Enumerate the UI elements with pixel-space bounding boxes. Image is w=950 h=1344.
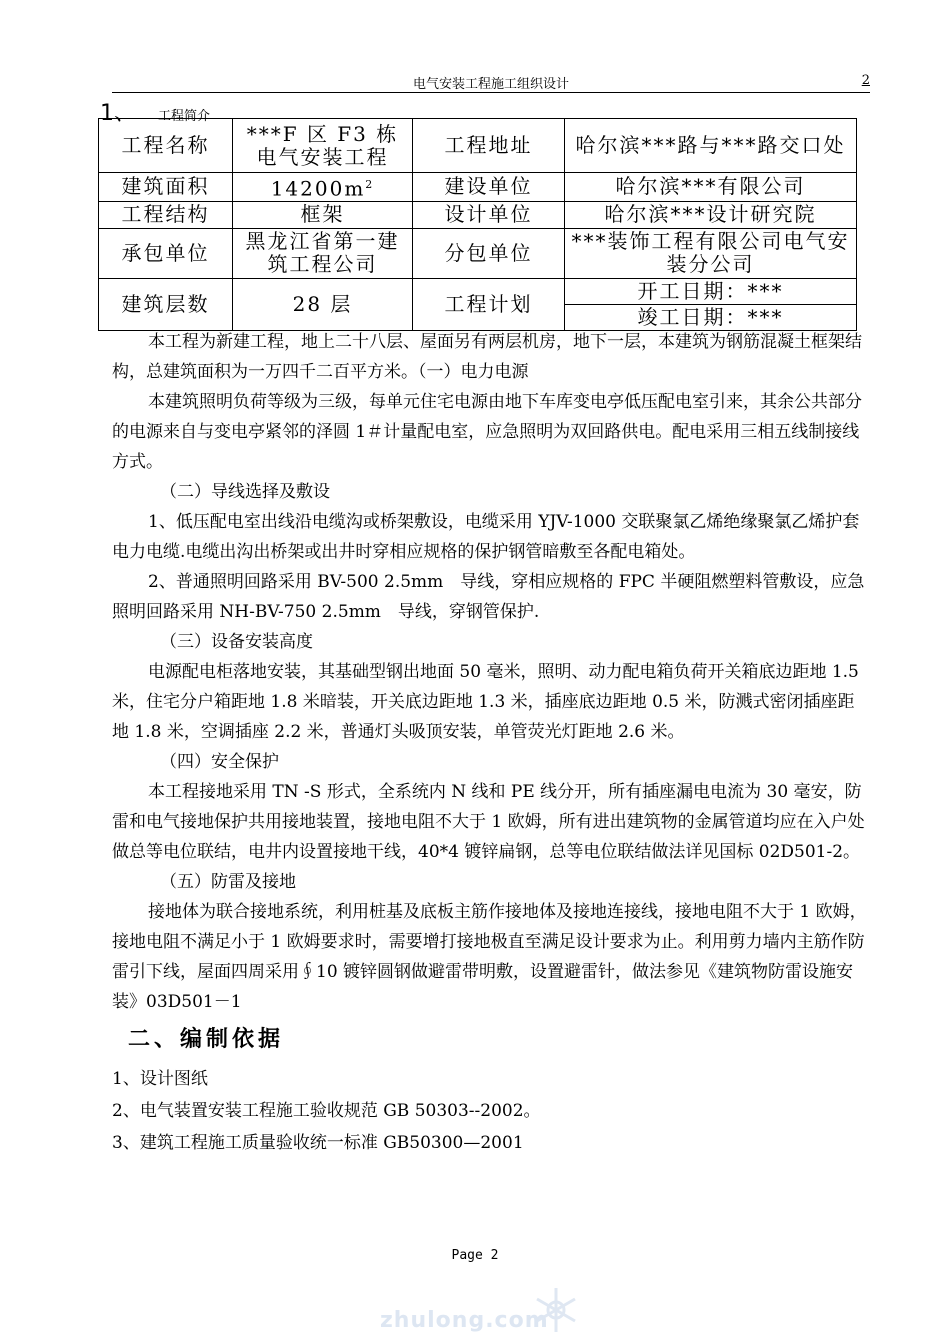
label-project-name: 工程名称 <box>99 119 233 173</box>
table-row <box>99 228 857 278</box>
subheading: （三）设备安装高度 <box>160 632 313 652</box>
section-1-title: 工程简介 <box>158 109 211 124</box>
value-design-unit: 哈尔滨***设计研究院 <box>565 201 857 228</box>
header-title: 电气安装工程施工组织设计 <box>412 77 569 92</box>
value-client: 哈尔滨***有限公司 <box>565 173 857 202</box>
header-page-number: 2 <box>861 73 870 88</box>
value-building-area <box>233 173 413 202</box>
area-number: 14200m <box>270 176 366 201</box>
value-project-address: 哈尔滨***路与***路交口处 <box>565 119 857 173</box>
value-project-name: ***F 区 F3 栋电气安装工程 <box>233 119 413 173</box>
label-floors: 建筑层数 <box>99 278 233 330</box>
subheading: （四）安全保护 <box>160 752 279 772</box>
area-superscript: 2 <box>365 178 375 191</box>
paragraph: 电源配电柜落地安装，其基础型钢出地面 50 毫米，照明、动力配电箱负荷开关箱底边距地 1.5 米，住宅分户箱距地 1.8 米暗装，开关底边距地 1.3 米，插座底边距地 0.5 米，防溅式密闭插座距地 1.8 米，空调插座 2.2 米，普通灯头吸顶安装，单管荧光灯距地 2.6 米。 <box>112 662 859 742</box>
watermark-text: zhulong.com <box>380 1308 549 1333</box>
project-info-table <box>98 118 857 331</box>
label-structure: 工程结构 <box>99 201 233 228</box>
table-row <box>99 119 857 173</box>
label-project-address: 工程地址 <box>413 119 565 173</box>
paragraph: 接地体为联合接地系统，利用桩基及底板主筋作接地体及接地连接线，接地电阻不大于 1 欧姆，接地电阻不满足小于 1 欧姆要求时，需要增打接地极直至满足设计要求为止。利用剪力墙内主筋作防雷引下线，屋面四周采用∮10 镀锌圆钢做避雷带明敷，设置避雷针，做法参见《建筑物防雷设施安装》03D501－1 <box>112 902 867 1012</box>
section-1-heading <box>100 96 211 126</box>
value-end-date: 竣工日期：*** <box>565 304 857 330</box>
subheading: （五）防雷及接地 <box>160 872 296 892</box>
subheading: （二）导线选择及敷设 <box>160 482 330 502</box>
label-subcontractor: 分包单位 <box>413 228 565 278</box>
table-row <box>99 173 857 202</box>
watermark <box>340 1284 600 1340</box>
reference-item: 2、电气装置安装工程施工验收规范 GB 50303--2002。 <box>112 1101 541 1121</box>
page-header <box>112 70 870 93</box>
paragraph: 本建筑照明负荷等级为三级，每单元住宅电源由地下车库变电亭低压配电室引来，其余公共部分的电源来自与变电亭紧邻的泽圆 1＃计量配电室，应急照明为双回路供电。配电采用三相五线制接线方式。 <box>112 392 862 472</box>
paragraph: 本工程接地采用 TN -S 形式，全系统内 N 线和 PE 线分开，所有插座漏电电流为 30 毫安，防雷和电气接地保护共用接地装置，接地电阻不大于 1 欧姆，所有进出建筑物的金属管道均应在入户处做总等电位联结，电井内设置接地干线，40*4 镀锌扁钢，总等电位联结做法详见国标 02D501-2。 <box>112 782 865 862</box>
table-row <box>99 201 857 228</box>
label-contractor: 承包单位 <box>99 228 233 278</box>
paragraph: 2、普通照明回路采用 BV-500 2.5mm 导线，穿相应规格的 FPC 半硬阻燃塑料管敷设，应急照明回路采用 NH-BV-750 2.5mm 导线，穿钢管保护. <box>112 572 865 622</box>
paragraph: 1、低压配电室出线沿电缆沟或桥架敷设，电缆采用 YJV-1000 交联聚氯乙烯绝缘聚氯乙烯护套电力电缆.电缆出沟出桥架或出井时穿相应规格的保护钢管暗敷至各配电箱处。 <box>112 512 860 562</box>
label-building-area: 建筑面积 <box>99 173 233 202</box>
value-contractor: 黑龙江省第一建筑工程公司 <box>233 228 413 278</box>
paragraph: 本工程为新建工程，地上二十八层、屋面另有两层机房，地下一层，本建筑为钢筋混凝土框架结构，总建筑面积为一万四千二百平方米。（一）电力电源 <box>112 332 862 382</box>
reference-item: 3、建筑工程施工质量验收统一标准 GB50300—2001 <box>112 1133 524 1153</box>
section-2-heading: 二、编制依据 <box>128 1027 285 1052</box>
value-floors: 28 层 <box>233 278 413 330</box>
reference-item: 1、设计图纸 <box>112 1069 208 1089</box>
label-design-unit: 设计单位 <box>413 201 565 228</box>
value-subcontractor: ***装饰工程有限公司电气安装分公司 <box>565 228 857 278</box>
value-structure: 框架 <box>233 201 413 228</box>
table-row <box>99 278 857 304</box>
document-body <box>112 327 870 1159</box>
label-client: 建设单位 <box>413 173 565 202</box>
page-footer: Page 2 <box>451 1248 499 1263</box>
label-schedule: 工程计划 <box>413 278 565 330</box>
section-1-number: 1、 <box>100 101 136 126</box>
value-start-date: 开工日期：*** <box>565 278 857 304</box>
